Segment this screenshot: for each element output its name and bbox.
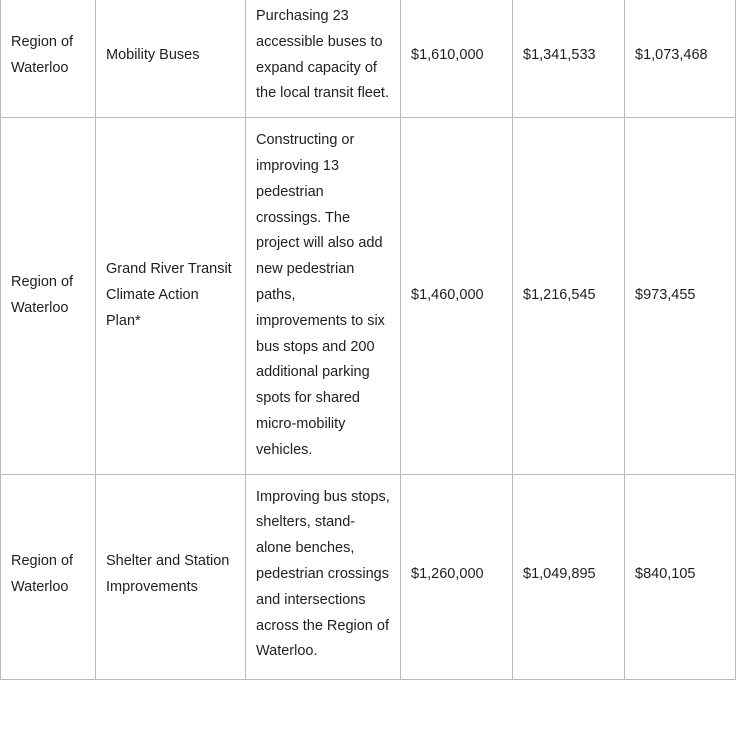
- cell-project: Mobility Buses: [96, 0, 246, 118]
- cell-recipient: Region of Waterloo: [1, 0, 96, 118]
- cell-federal-contribution: $1,341,533: [513, 0, 625, 118]
- cell-federal-contribution: $1,049,895: [513, 474, 625, 680]
- cell-total-cost: $1,460,000: [401, 118, 513, 474]
- cell-project: Shelter and Station Improvements: [96, 474, 246, 680]
- cell-recipient: Region of Waterloo: [1, 474, 96, 680]
- table-row: [1, 0, 736, 118]
- cell-other-contribution: $1,073,468: [625, 0, 736, 118]
- cell-description: Constructing or improving 13 pedestrian crossings. The project will also add new pedestrian paths, improvements to six bus stops and 200 additional parking spots for shared micro-mobility vehicles.: [246, 118, 401, 474]
- cell-description: Improving bus stops, shelters, stand-alone benches, pedestrian crossings and intersections across the Region of Waterloo.: [246, 474, 401, 680]
- cell-total-cost: $1,610,000: [401, 0, 513, 118]
- cell-other-contribution: $973,455: [625, 118, 736, 474]
- cell-project: Grand River Transit Climate Action Plan*: [96, 118, 246, 474]
- cell-federal-contribution: $1,216,545: [513, 118, 625, 474]
- cell-description: Purchasing 23 accessible buses to expand capacity of the local transit fleet.: [246, 0, 401, 118]
- table-row: [1, 118, 736, 474]
- table-row: [1, 474, 736, 680]
- cell-recipient: Region of Waterloo: [1, 118, 96, 474]
- cell-total-cost: $1,260,000: [401, 474, 513, 680]
- cell-other-contribution: $840,105: [625, 474, 736, 680]
